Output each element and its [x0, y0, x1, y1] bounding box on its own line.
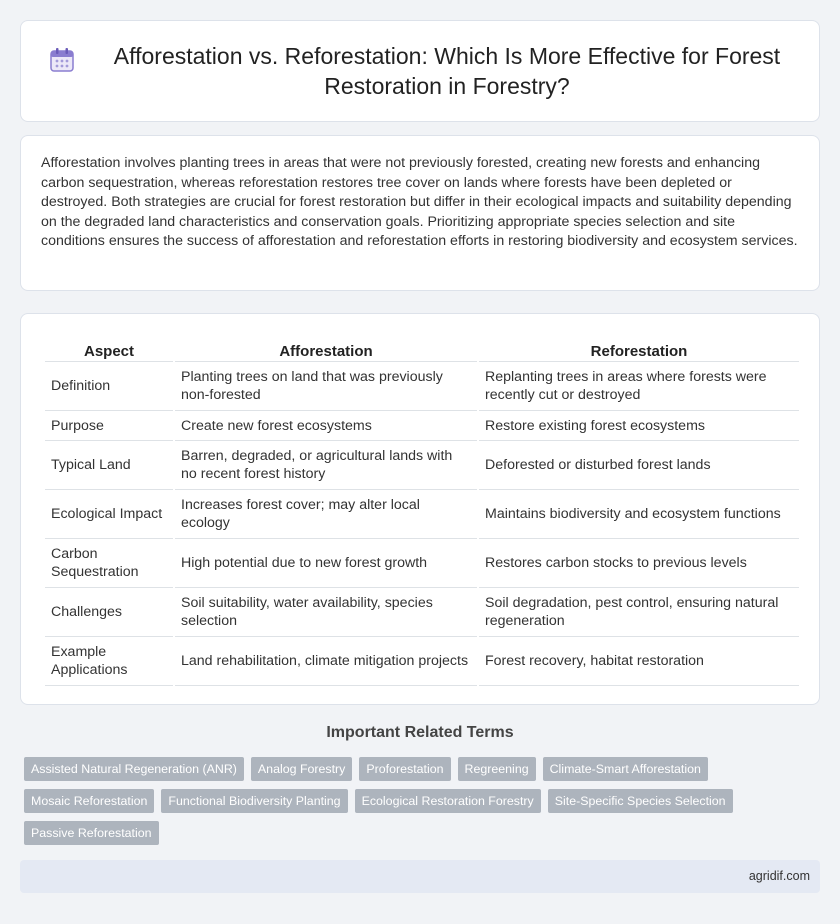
related-term-tag[interactable]: Proforestation: [359, 757, 450, 781]
related-term-tag[interactable]: Regreening: [458, 757, 536, 781]
table-cell-afforestation: Planting trees on land that was previously non-forested: [175, 362, 477, 411]
header-reforestation: Reforestation: [479, 334, 799, 362]
table-header-row: [45, 334, 799, 362]
related-term-tag[interactable]: Climate-Smart Afforestation: [543, 757, 708, 781]
table-cell-afforestation: Barren, degraded, or agricultural lands with no recent forest history: [175, 441, 477, 490]
table-cell-reforestation: Maintains biodiversity and ecosystem functions: [479, 490, 799, 539]
header-afforestation: Afforestation: [175, 334, 477, 362]
table-cell-aspect: Carbon Sequestration: [45, 539, 173, 588]
table-cell-reforestation: Deforested or disturbed forest lands: [479, 441, 799, 490]
related-term-tag[interactable]: Mosaic Reforestation: [24, 789, 154, 813]
intro-card: [20, 135, 820, 291]
related-terms-title: Important Related Terms: [326, 724, 514, 741]
comparison-table-card: [20, 313, 820, 705]
table-cell-afforestation: Land rehabilitation, climate mitigation projects: [175, 637, 477, 686]
table-cell-afforestation: Increases forest cover; may alter local ecology: [175, 490, 477, 539]
table-row: [45, 539, 799, 588]
table-cell-afforestation: High potential due to new forest growth: [175, 539, 477, 588]
table-cell-reforestation: Soil degradation, pest control, ensuring natural regeneration: [479, 588, 799, 637]
table-row: [45, 490, 799, 539]
table-cell-afforestation: Create new forest ecosystems: [175, 411, 477, 441]
table-row: [45, 637, 799, 686]
table-row: [45, 441, 799, 490]
header-aspect: Aspect: [45, 334, 173, 362]
table-cell-aspect: Challenges: [45, 588, 173, 637]
table-row: [45, 362, 799, 411]
table-cell-aspect: Ecological Impact: [45, 490, 173, 539]
intro-paragraph: Afforestation involves planting trees in areas that were not previously forested, creating new forests and enhancing carbon sequestration, whereas reforestation restores tree cover on lands where forests have been depleted or destroyed. Both strategies are crucial for forest restoration but differ in their ecological impacts and suitability depending on the degraded land characteristics and conservation goals. Prioritizing appropriate species selection and site conditions ensures the success of afforestation and reforestation efforts in restoring biodiversity and ecosystem services.: [41, 155, 798, 250]
footer-site-link[interactable]: agridif.com: [748, 869, 810, 883]
related-term-tag[interactable]: Functional Biodiversity Planting: [161, 789, 347, 813]
related-term-tag[interactable]: Analog Forestry: [251, 757, 352, 781]
related-term-tag[interactable]: Site-Specific Species Selection: [548, 789, 733, 813]
table-row: [45, 411, 799, 441]
header-card: [20, 20, 820, 122]
table-cell-afforestation: Soil suitability, water availability, species selection: [175, 588, 477, 637]
table-cell-reforestation: Forest recovery, habitat restoration: [479, 637, 799, 686]
table-cell-reforestation: Restore existing forest ecosystems: [479, 411, 799, 441]
page-title: Afforestation vs. Reforestation: Which Is More Effective for Forest Restoration in Forestry?: [113, 43, 781, 99]
related-term-tag[interactable]: Assisted Natural Regeneration (ANR): [24, 757, 244, 781]
table-cell-aspect: Typical Land: [45, 441, 173, 490]
table-cell-reforestation: Replanting trees in areas where forests were recently cut or destroyed: [479, 362, 799, 411]
related-term-tag[interactable]: Passive Reforestation: [24, 821, 159, 845]
table-cell-aspect: Definition: [45, 362, 173, 411]
comparison-table: [43, 334, 801, 686]
related-term-tag[interactable]: Ecological Restoration Forestry: [355, 789, 541, 813]
table-cell-aspect: Purpose: [45, 411, 173, 441]
table-cell-aspect: Example Applications: [45, 637, 173, 686]
related-terms-list: [24, 757, 744, 845]
table-row: [45, 588, 799, 637]
table-cell-reforestation: Restores carbon stocks to previous levels: [479, 539, 799, 588]
footer: [20, 860, 820, 893]
